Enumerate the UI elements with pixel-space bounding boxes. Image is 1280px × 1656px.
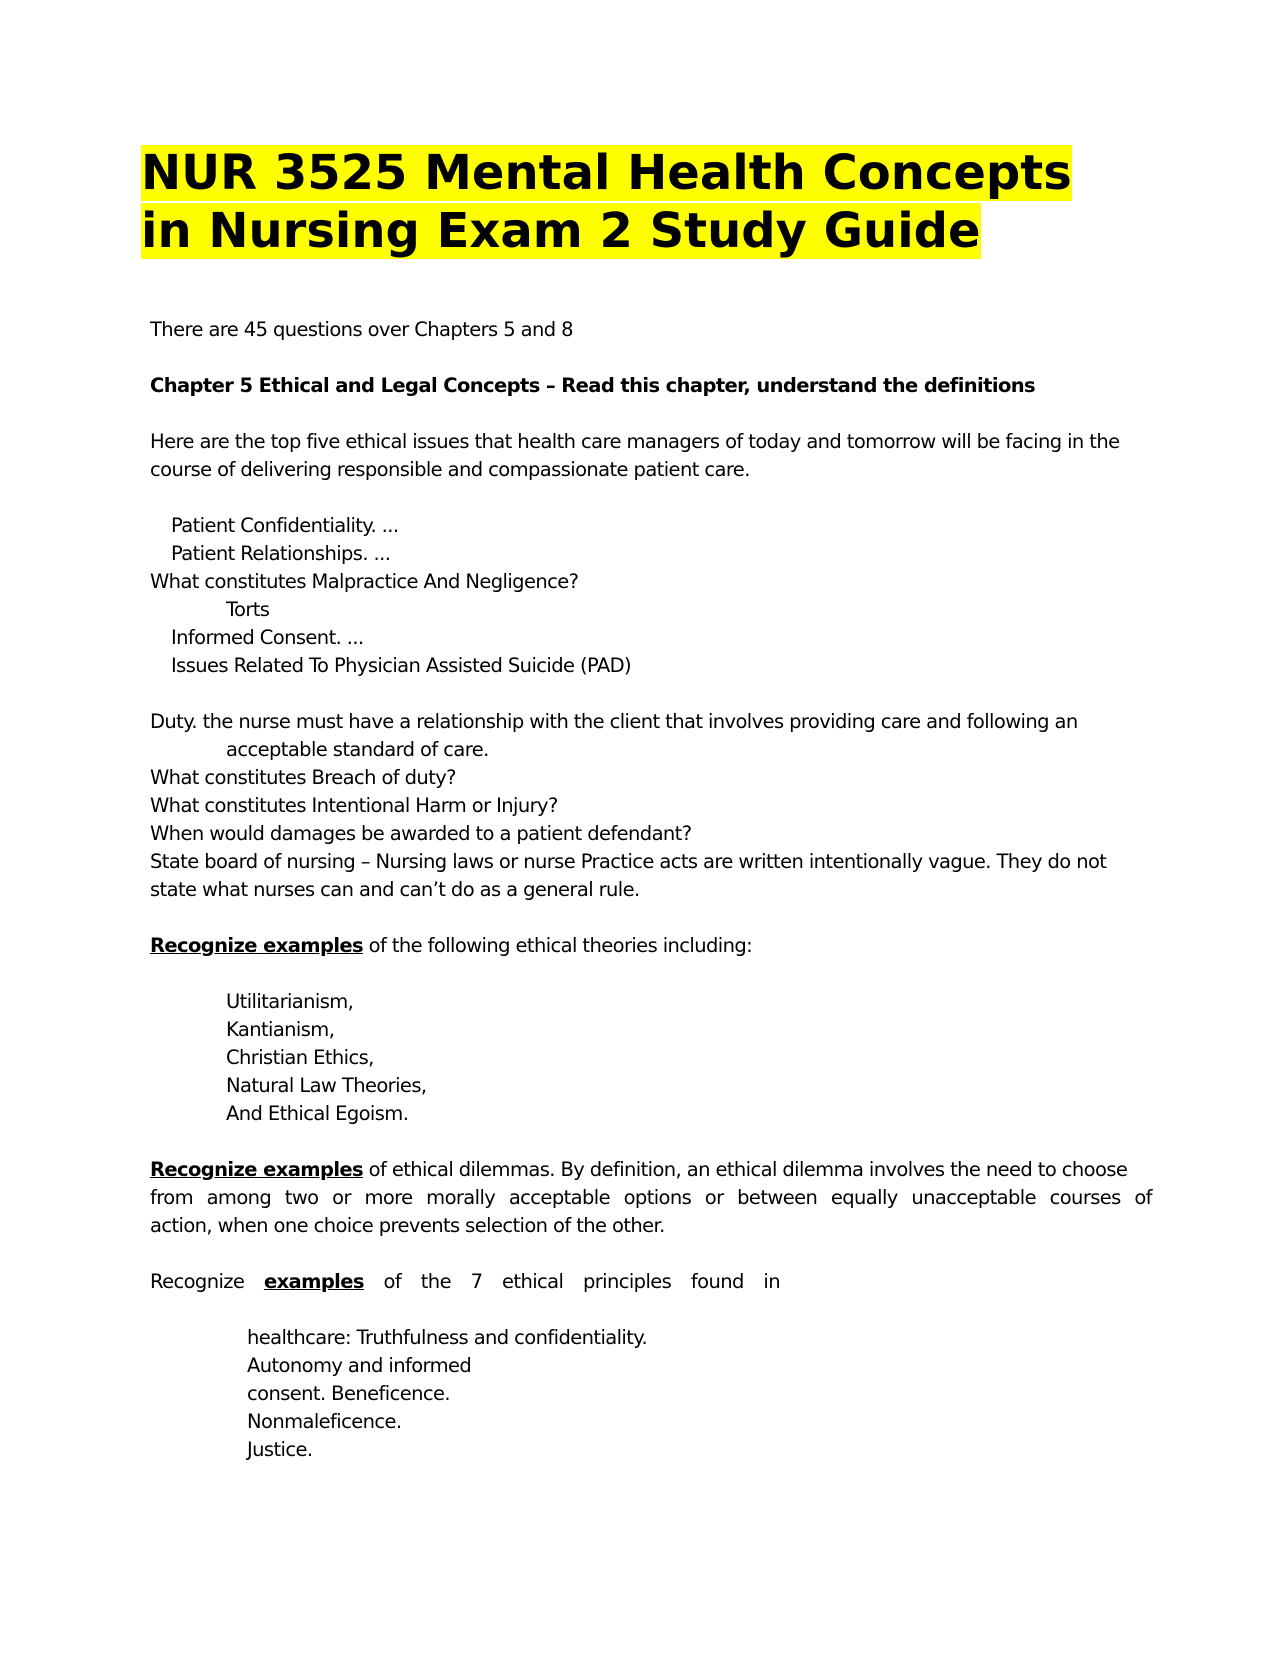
principle-item: consent. Beneficence.: [247, 1382, 450, 1405]
duty-line-2: acceptable standard of care.: [226, 738, 489, 761]
principles-word: the: [420, 1270, 451, 1293]
issue-malpractice: What constitutes Malpractice And Negligence?: [150, 570, 579, 593]
intro-text: There are 45 questions over Chapters 5 and 8: [150, 318, 573, 341]
principles-word: Recognize: [150, 1270, 245, 1293]
principle-item: healthcare: Truthfulness and confidentiality.: [247, 1326, 648, 1349]
dilemmas-line-2: from among two or more morally acceptable options or between equally unacceptable courses of: [150, 1186, 1152, 1209]
breach-question: What constitutes Breach of duty?: [150, 766, 456, 789]
recognize-examples-label: Recognize examples: [150, 934, 364, 957]
duty-line-1: Duty. the nurse must have a relationship with the client that involves providing care and following an: [150, 710, 1078, 733]
dilemmas-line-3: action, when one choice prevents selection of the other.: [150, 1214, 665, 1237]
document-body: [150, 316, 1152, 1464]
issue-pad: Issues Related To Physician Assisted Suicide (PAD): [171, 654, 632, 677]
top-issues-line-2: course of delivering responsible and compassionate patient care.: [150, 458, 750, 481]
theory-item: And Ethical Egoism.: [226, 1102, 409, 1125]
document-title: [141, 144, 1151, 260]
state-board-line-1: State board of nursing – Nursing laws or nurse Practice acts are written intentionally vague. They do not: [150, 850, 1107, 873]
state-board-line-2: state what nurses can and can’t do as a general rule.: [150, 878, 640, 901]
principle-item: Nonmaleficence.: [247, 1410, 402, 1433]
principles-examples-label: examples: [263, 1270, 364, 1293]
principles-word: ethical: [502, 1270, 564, 1293]
principles-word: in: [763, 1270, 780, 1293]
theories-intro: [150, 932, 1130, 960]
title-line-1: NUR 3525 Mental Health Concepts: [141, 145, 1072, 201]
theory-item: Kantianism,: [226, 1018, 335, 1041]
principle-item: Autonomy and informed: [247, 1354, 472, 1377]
principles-word: of: [383, 1270, 402, 1293]
issue-relationships: Patient Relationships. ...: [171, 542, 391, 565]
principles-word: found: [690, 1270, 744, 1293]
issue-confidentiality: Patient Confidentiality. ...: [171, 514, 399, 537]
principles-word: principles: [582, 1270, 672, 1293]
issue-consent: Informed Consent. ...: [171, 626, 364, 649]
theory-item: Natural Law Theories,: [226, 1074, 427, 1097]
recognize-examples-label: Recognize examples: [150, 1158, 364, 1181]
dilemmas-line-1: [150, 1156, 1130, 1184]
principle-item: Justice.: [247, 1438, 313, 1461]
harm-question: What constitutes Intentional Harm or Injury?: [150, 794, 558, 817]
title-line-2: in Nursing Exam 2 Study Guide: [141, 203, 981, 259]
theory-item: Utilitarianism,: [226, 990, 354, 1013]
chapter-heading: Chapter 5 Ethical and Legal Concepts – Read this chapter, understand the definitions: [150, 374, 1036, 397]
dilemmas-rest-1: of ethical dilemmas. By definition, an ethical dilemma involves the need to choose: [363, 1158, 1128, 1181]
damages-question: When would damages be awarded to a patient defendant?: [150, 822, 692, 845]
principles-word: 7: [470, 1270, 483, 1293]
top-issues-line-1: Here are the top five ethical issues that health care managers of today and tomorrow will be facing in the: [150, 430, 1120, 453]
theory-item: Christian Ethics,: [226, 1046, 374, 1069]
theories-intro-rest: of the following ethical theories including:: [363, 934, 753, 957]
issue-torts: Torts: [226, 598, 270, 621]
principles-intro: [150, 1268, 780, 1296]
